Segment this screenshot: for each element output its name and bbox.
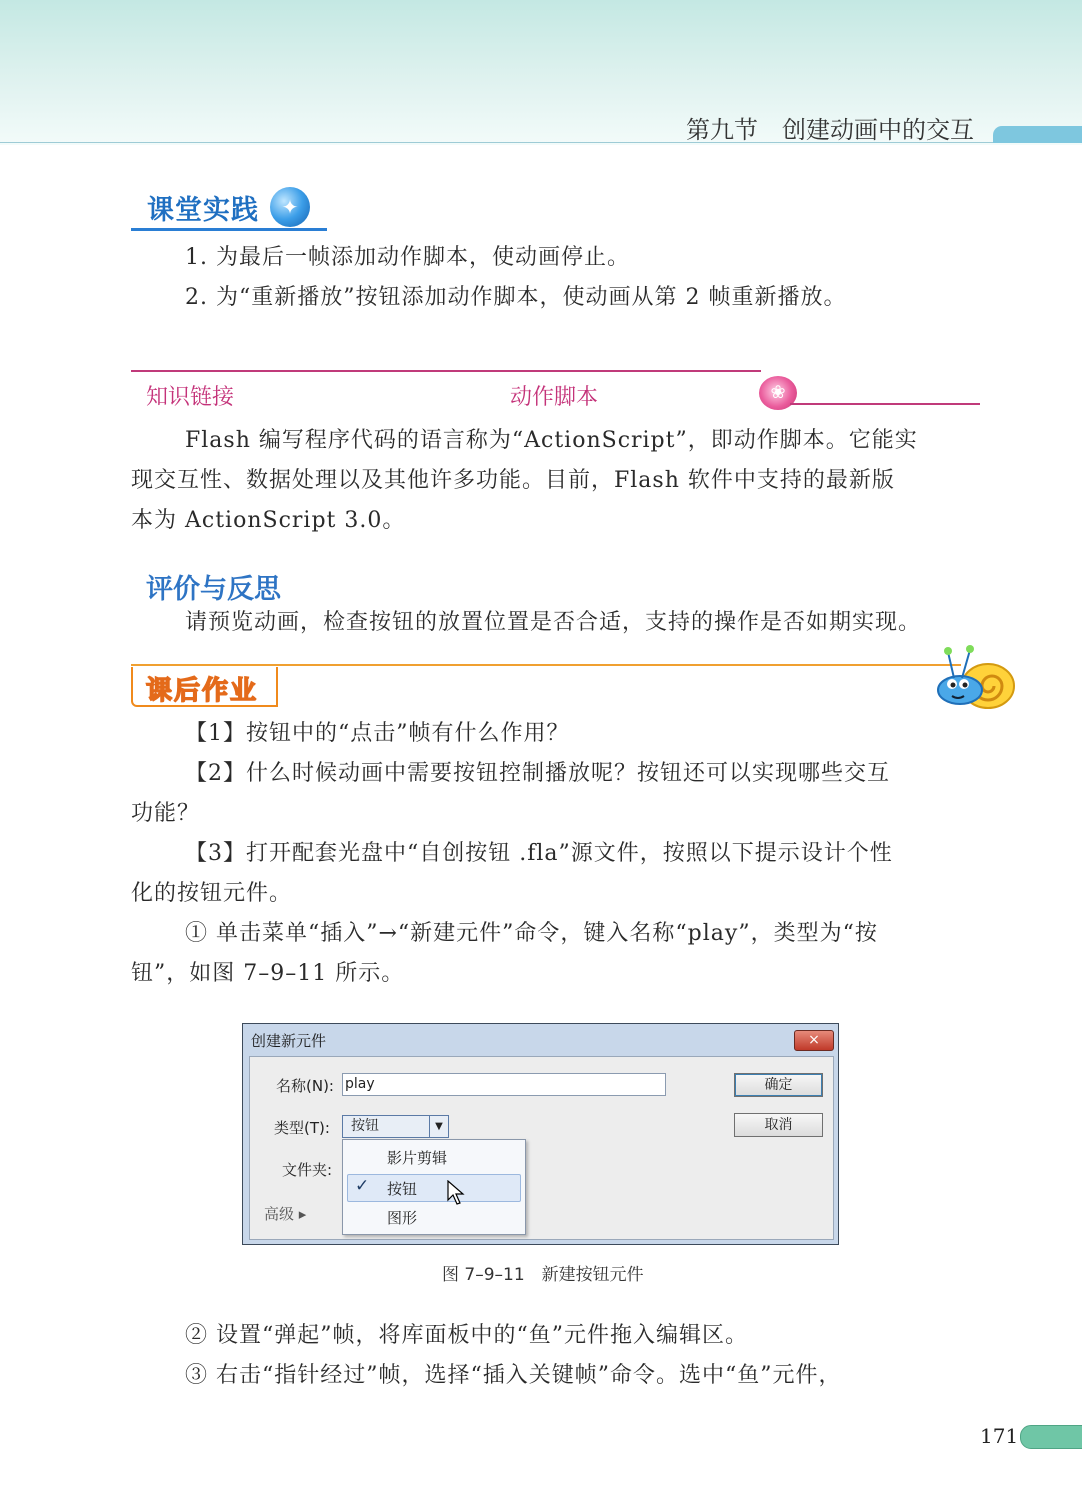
ok-button[interactable]: 确定 [734, 1073, 823, 1097]
knowledge-link-label: 知识链接 [146, 385, 235, 410]
type-select[interactable] [342, 1115, 449, 1138]
mouse-cursor-icon [447, 1180, 465, 1206]
reflection-heading: 评价与反思 [146, 574, 281, 605]
homework-line: 【2】什么时候动画中需要按钮控制播放呢？按钮还可以实现哪些交互 [185, 761, 890, 786]
cancel-button[interactable]: 取消 [734, 1113, 823, 1137]
option-highlight [347, 1174, 521, 1202]
name-input[interactable]: play [342, 1073, 666, 1096]
paragraph-line: 本为 ActionScript 3.0。 [131, 508, 406, 533]
knowledge-link-paragraph [131, 421, 980, 541]
knowledge-link-bottom-rule [790, 403, 980, 405]
create-symbol-dialog [242, 1023, 839, 1245]
knowledge-link-title: 动作脚本 [510, 385, 599, 410]
dialog-body [249, 1056, 834, 1240]
homework-line: 【1】按钮中的“点击”帧有什么作用？ [185, 721, 570, 746]
step-line: ② 设置“弹起”帧，将库面板中的“鱼”元件拖入编辑区。 [185, 1323, 748, 1348]
globe-icon: ✦ [270, 187, 310, 227]
flower-icon: ❀ [759, 376, 797, 410]
dialog-title: 创建新元件 [251, 1032, 327, 1050]
check-icon: ✓ [355, 1176, 370, 1196]
homework-line: ① 单击菜单“插入”→“新建元件”命令，键入名称“play”，类型为“按 [185, 921, 878, 946]
paragraph-line: 现交互性、数据处理以及其他许多功能。目前，Flash 软件中支持的最新版 [131, 468, 895, 493]
homework-line: 功能？ [131, 801, 201, 826]
header-tab [993, 126, 1082, 143]
advanced-toggle[interactable]: 高级 ▸ [264, 1205, 307, 1223]
practice-underline [131, 228, 327, 231]
type-select-value: 按钮 [351, 1118, 379, 1134]
type-dropdown-menu [342, 1139, 526, 1235]
paragraph-line: 请预览动画，检查按钮的放置位置是否合适，支持的操作是否如期实现。 [185, 610, 922, 635]
section-title: 第九节 创建动画中的交互 [686, 116, 974, 144]
reflection-paragraph [131, 603, 980, 643]
practice-item: 2. 为“重新播放”按钮添加动作脚本，使动画从第 2 帧重新播放。 [185, 285, 847, 310]
page-tab [1020, 1425, 1082, 1449]
knowledge-link-top-rule [131, 370, 761, 372]
practice-list [131, 238, 980, 318]
option-button[interactable]: 按钮 [387, 1180, 418, 1198]
type-label: 类型(T): [274, 1119, 330, 1137]
homework-line: 钮”，如图 7–9–11 所示。 [131, 961, 405, 986]
paragraph-line: Flash 编写程序代码的语言称为“ActionScript”，即动作脚本。它能实 [185, 428, 918, 453]
option-graphic[interactable]: 图形 [387, 1209, 418, 1227]
homework-list [131, 714, 980, 994]
homework-rule [131, 664, 961, 666]
option-movie-clip[interactable]: 影片剪辑 [387, 1149, 448, 1167]
homework-line: 【3】打开配套光盘中“自创按钮 .fla”源文件，按照以下提示设计个性 [185, 841, 893, 866]
steps-list [131, 1316, 980, 1396]
practice-item: 1. 为最后一帧添加动作脚本，使动画停止。 [185, 245, 630, 270]
snail-mascot-icon [930, 642, 1020, 714]
folder-label: 文件夹: [282, 1161, 333, 1179]
homework-line: 化的按钮元件。 [131, 881, 293, 906]
practice-heading: 课堂实践 [147, 195, 259, 226]
homework-heading: 课后作业 [146, 676, 259, 706]
close-icon[interactable]: × [794, 1030, 834, 1051]
step-line: ③ 右击“指针经过”帧，选择“插入关键帧”命令。选中“鱼”元件， [185, 1363, 842, 1388]
figure-caption: 图 7–9–11 新建按钮元件 [442, 1265, 644, 1285]
chevron-down-icon[interactable]: ▼ [429, 1116, 448, 1137]
page-number: 171 [980, 1424, 1019, 1448]
name-label: 名称(N): [276, 1077, 334, 1095]
